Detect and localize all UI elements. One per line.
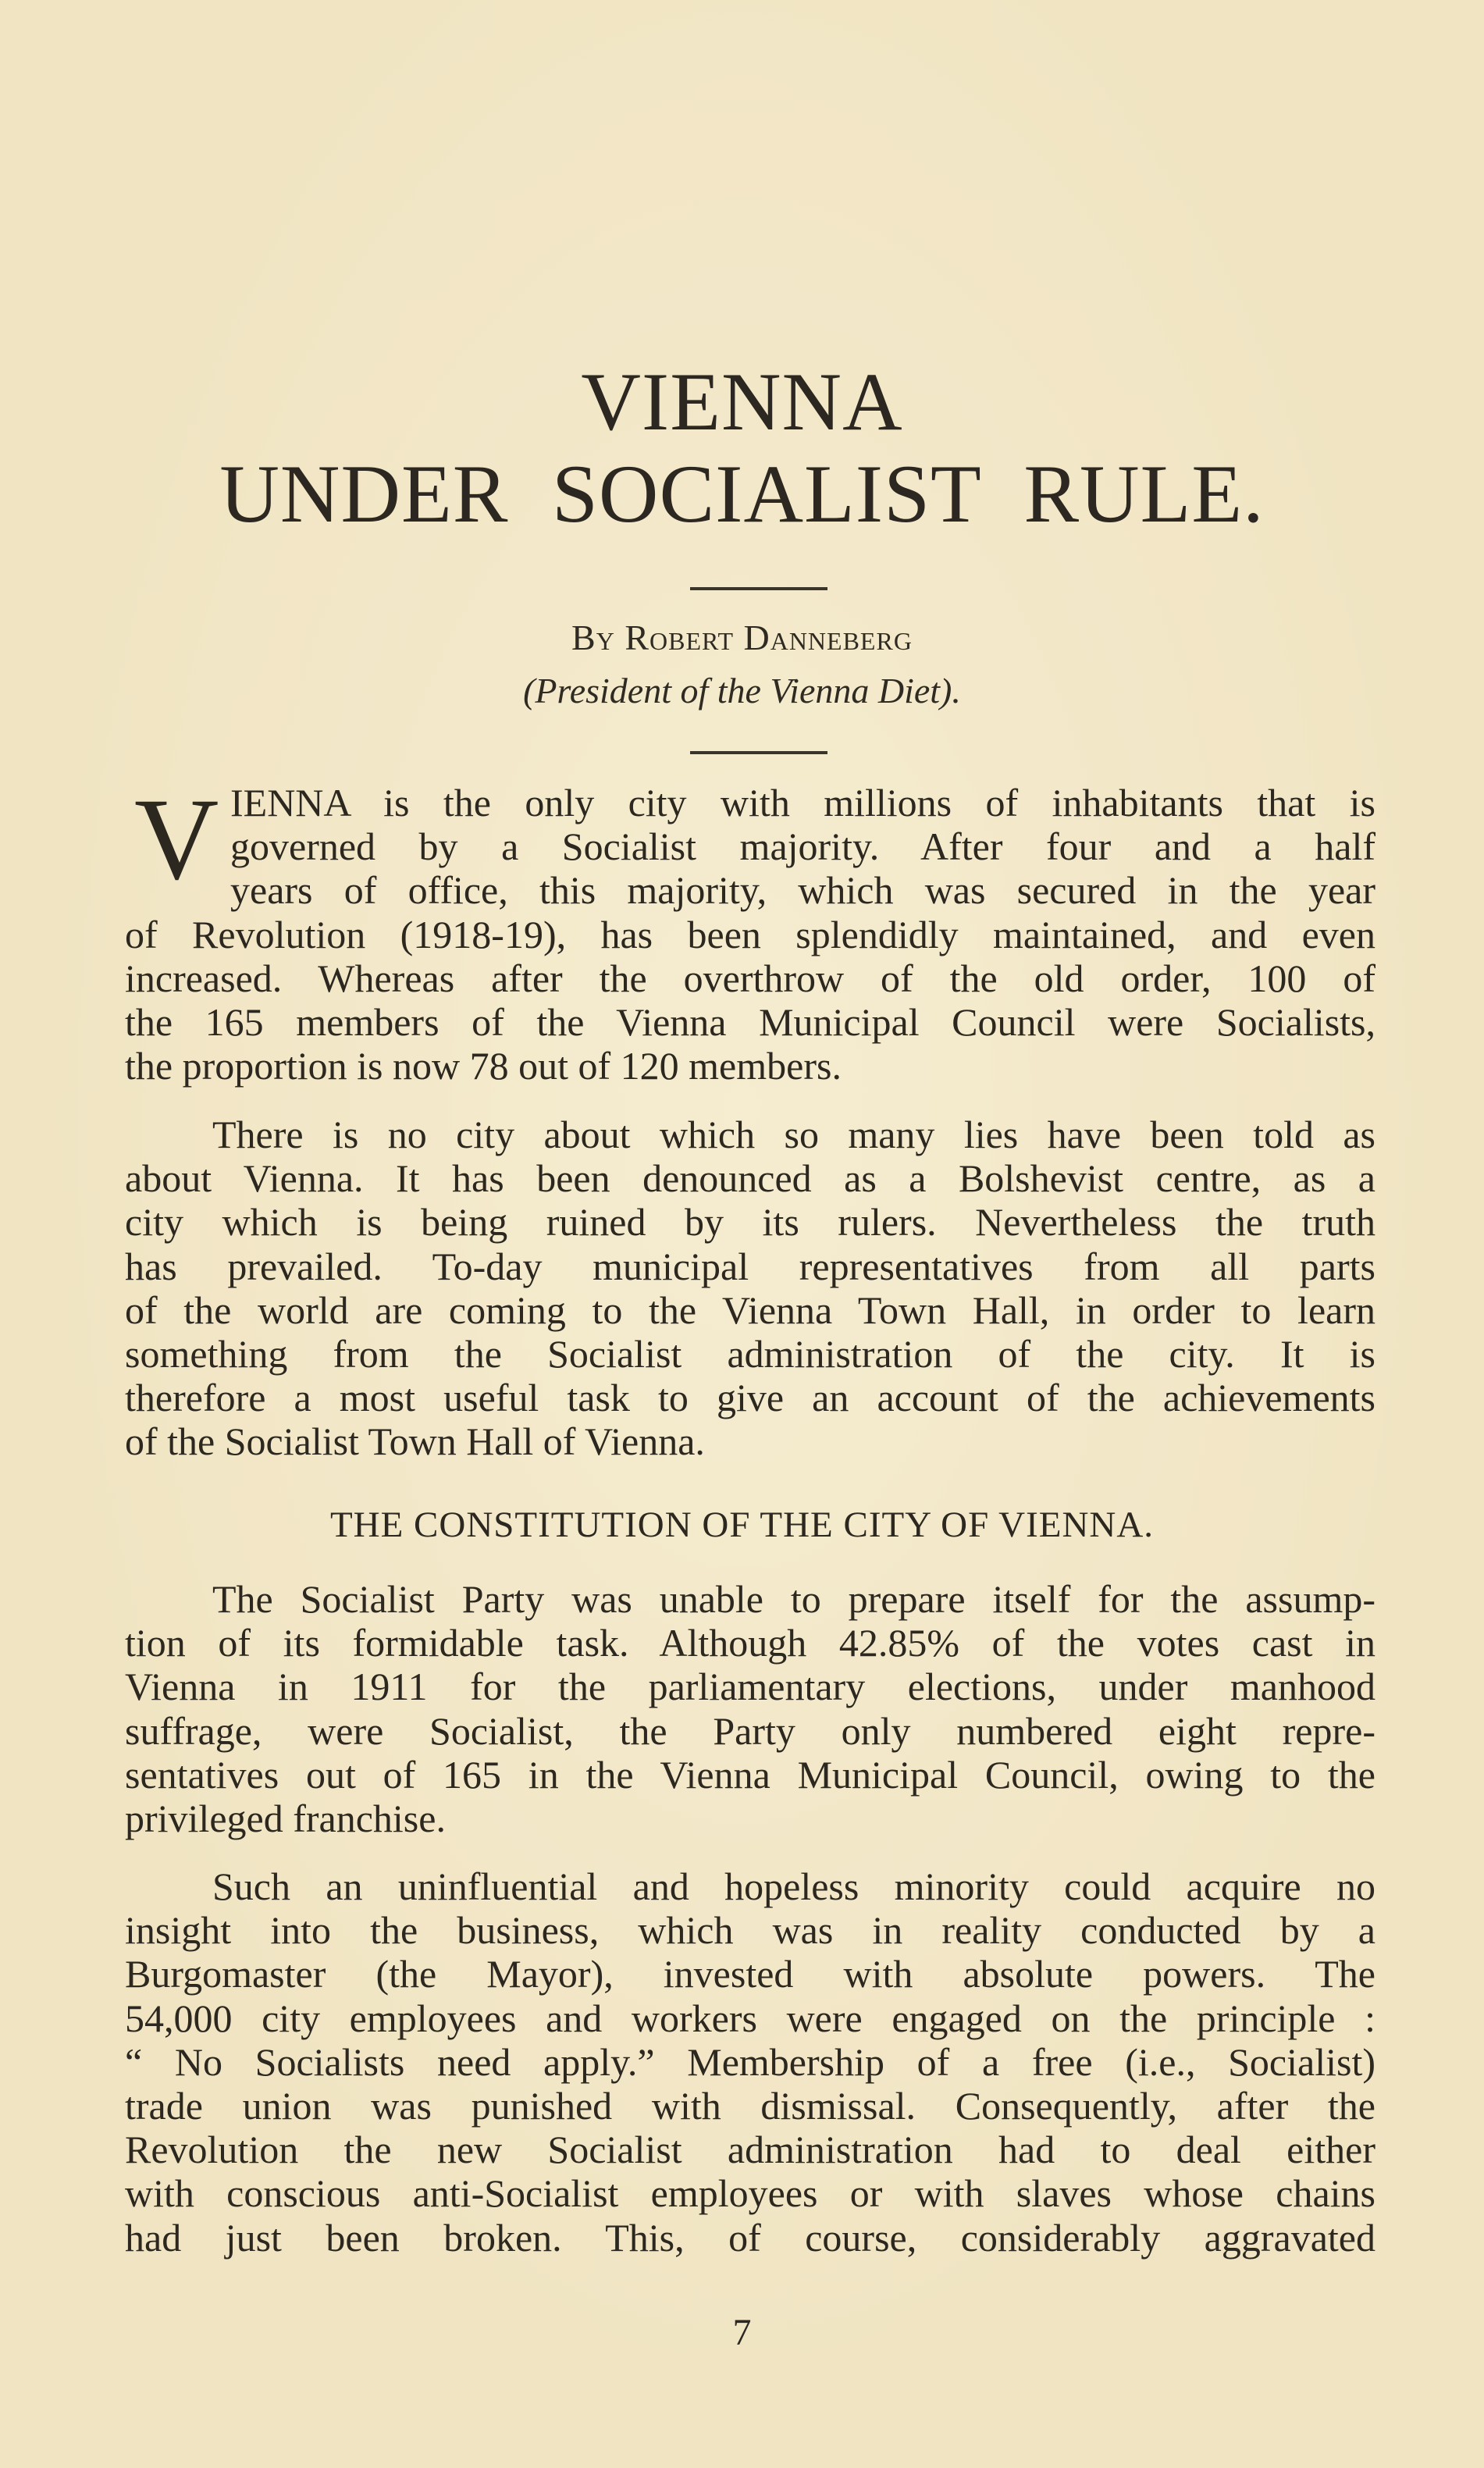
paragraph-4-line: insight into the business, which was in reality conducted by a [125, 1908, 1375, 1953]
paragraph-1-line: of Revolution (1918-19), has been splendidly maintained, and even [125, 912, 1375, 956]
paragraph-2-line: about Vienna. It has been denounced as a Bolshevist centre, as a [125, 1156, 1375, 1201]
paragraph-3 [125, 1577, 1375, 1840]
paragraph-3-line: Vienna in 1911 for the parliamentary elections, under manhood [125, 1665, 1375, 1709]
paragraph-4-line: trade union was punished with dismissal. Consequently, after the [125, 2083, 1375, 2128]
author-byline: By Robert Danneberg [571, 618, 913, 657]
paragraph-2 [125, 1113, 1375, 1464]
paragraph-2-line: something from the Socialist administration of the city. It is [125, 1331, 1375, 1376]
author-role: (President of the Vienna Diet). [523, 671, 961, 710]
paragraph-2-line: of the Socialist Town Hall of Vienna. [125, 1419, 705, 1464]
article-title-line-2: UNDER SOCIALIST RULE. [219, 448, 1265, 540]
paragraph-1-bottom [125, 913, 1375, 1088]
paragraph-1-line: the proportion is now 78 out of 120 members. [125, 1044, 842, 1088]
paragraph-1-line: IENNA is the only city with millions of inhabitants that is [230, 781, 1375, 824]
paragraph-4-line: Burgomaster (the Mayor), invested with absolute powers. The [125, 1952, 1375, 1996]
paragraph-2-line: therefore a most useful task to give an account of the achievements [125, 1376, 1375, 1420]
paragraph-3-line: sentatives out of 165 in the Vienna Municipal Council, owing to the [125, 1752, 1375, 1797]
drop-cap-letter: V [134, 775, 219, 904]
paragraph-3-line: The Socialist Party was unable to prepare itself for the assump- [212, 1577, 1375, 1621]
paragraph-1-line: years of office, this majority, which was secured in the year [230, 868, 1375, 913]
paragraph-4 [125, 1864, 1375, 2260]
paragraph-4-line: 54,000 city employees and workers were engaged on the principle : [125, 1996, 1375, 2040]
section-heading: THE CONSTITUTION OF THE CITY OF VIENNA. [329, 1505, 1155, 1545]
page-number: 7 [732, 2312, 752, 2353]
paragraph-3-line: tion of its formidable task. Although 42.85% of the votes cast in [125, 1621, 1375, 1665]
paragraph-3-line: privileged franchise. [125, 1796, 446, 1840]
paragraph-4-line: Revolution the new Socialist administration had to deal either [125, 2128, 1375, 2172]
paragraph-2-line: of the world are coming to the Vienna Town Hall, in order to learn [125, 1287, 1375, 1332]
paragraph-4-line: with conscious anti-Socialist employees or with slaves whose chains [125, 2171, 1375, 2216]
paragraph-2-line: city which is being ruined by its rulers. Nevertheless the truth [125, 1200, 1375, 1245]
title-divider-rule [690, 587, 827, 590]
paragraph-4-line: had just been broken. This, of course, considerably aggravated [125, 2215, 1375, 2260]
paragraph-4-line: “ No Socialists need apply.” Membership of a free (i.e., Socialist) [125, 2039, 1375, 2084]
byline-divider-rule [690, 751, 827, 754]
paragraph-1-line: the 165 members of the Vienna Municipal Council were Socialists, [125, 999, 1375, 1044]
paragraph-1-line: increased. Whereas after the overthrow of the old order, 100 of [125, 956, 1375, 1000]
paragraph-2-line: There is no city about which so many lies have been told as [212, 1113, 1375, 1156]
paragraph-2-line: has prevailed. To-day municipal representatives from all parts [125, 1244, 1375, 1288]
paragraph-3-line: suffrage, were Socialist, the Party only numbered eight repre- [125, 1708, 1375, 1753]
paragraph-4-line: Such an uninfluential and hopeless minority could acquire no [212, 1864, 1375, 1908]
paragraph-1-line: governed by a Socialist majority. After four and a half [230, 824, 1375, 869]
paragraph-1-top [125, 775, 1375, 913]
article-title-line-1: VIENNA [581, 356, 903, 447]
